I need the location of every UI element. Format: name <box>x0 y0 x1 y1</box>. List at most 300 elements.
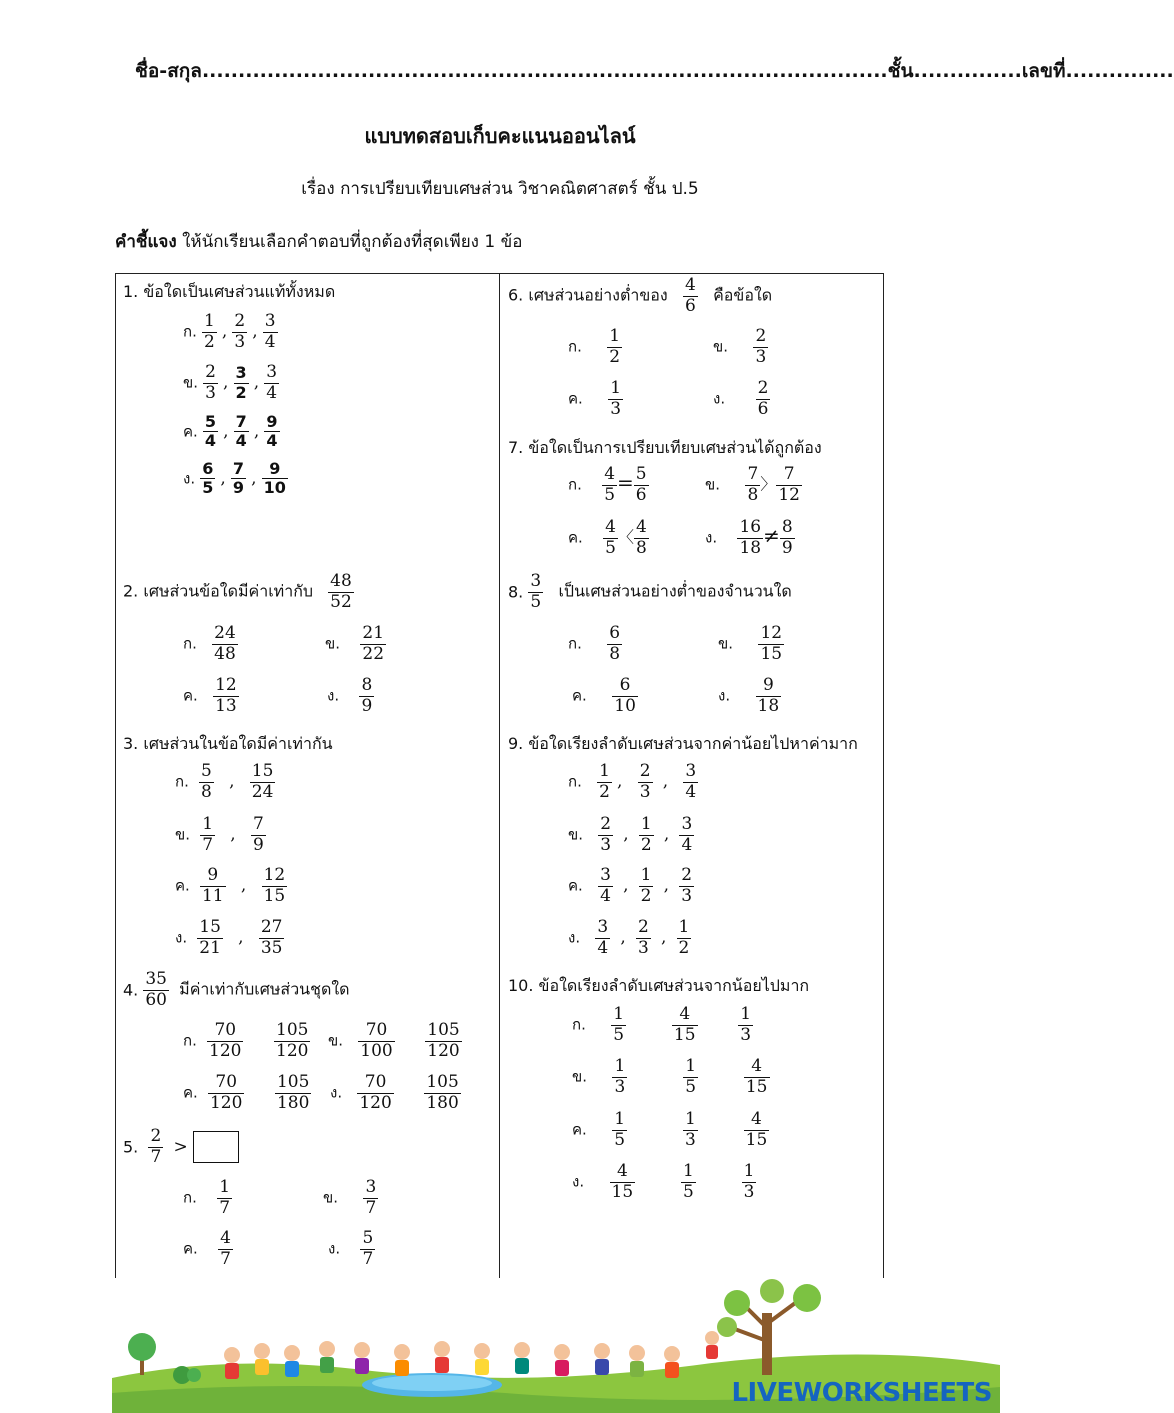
denominator: 2 <box>640 834 652 855</box>
student-info-line <box>135 56 1174 86</box>
denominator: 9 <box>361 695 373 716</box>
q5-option-a[interactable] <box>183 1178 232 1218</box>
denominator: 3 <box>205 382 216 403</box>
option-label: ก. <box>568 475 582 494</box>
numerator: 70 <box>215 1072 238 1092</box>
denominator: 10 <box>614 695 636 716</box>
q7-option-c[interactable] <box>568 518 649 558</box>
denominator: 8 <box>747 484 759 505</box>
denominator: 5 <box>605 537 616 558</box>
q6-option-d[interactable] <box>713 379 770 419</box>
option-label: ก. <box>568 634 582 653</box>
q3-option-a[interactable] <box>175 762 275 802</box>
q3-option-b[interactable] <box>175 815 266 855</box>
numerator: 6 <box>619 675 631 695</box>
denominator: 3 <box>755 346 767 367</box>
numerator: 1 <box>614 1056 626 1076</box>
fraction <box>603 518 618 558</box>
denominator: 8 <box>201 781 212 802</box>
denominator: 3 <box>743 1181 755 1202</box>
comparison-symbol: 〈 <box>617 527 634 547</box>
numerator: 105 <box>276 1020 309 1040</box>
fraction <box>742 1162 757 1202</box>
numerator: 8 <box>361 675 373 695</box>
q10-option-c[interactable] <box>572 1110 769 1150</box>
numerator: 1 <box>202 814 214 834</box>
denominator: 9 <box>781 537 793 558</box>
fraction <box>203 363 218 403</box>
q3-option-d[interactable] <box>175 918 284 958</box>
q10-option-d[interactable] <box>572 1162 756 1202</box>
denominator: 10 <box>263 478 286 498</box>
page-title: แบบทดสอบเก็บคะแนนออนไลน์ <box>364 124 636 148</box>
fraction <box>275 1073 311 1113</box>
column-divider <box>499 273 500 1278</box>
greater-than-symbol: > <box>173 1137 188 1158</box>
fraction <box>213 676 239 716</box>
q1-text: 1. ข้อใดเป็นเศษส่วนแท้ทั้งหมด <box>123 282 336 301</box>
denominator: 8 <box>609 643 621 664</box>
numerator: 1 <box>685 1109 696 1129</box>
comma-separator: , <box>660 927 667 948</box>
fraction <box>756 379 771 419</box>
comma-separator: , <box>617 771 623 792</box>
fraction <box>683 276 698 316</box>
comma-separator: , <box>238 927 244 948</box>
option-label: ค. <box>568 876 583 895</box>
numerator: 1 <box>219 1177 231 1197</box>
fraction <box>208 1073 244 1113</box>
q8-question <box>508 572 792 612</box>
q6-option-a[interactable] <box>568 327 622 367</box>
numerator: 1 <box>640 865 652 885</box>
name-dots[interactable]: ............................................................................................... <box>201 60 888 82</box>
fraction <box>737 518 763 558</box>
numerator: 105 <box>426 1072 459 1092</box>
numerator: 1 <box>610 378 622 398</box>
comma-separator: , <box>623 875 629 896</box>
denominator: 180 <box>426 1092 459 1113</box>
option-label: ง. <box>175 928 188 947</box>
denominator: 3 <box>234 331 246 352</box>
q9-option-b[interactable] <box>568 815 694 855</box>
comma-separator: , <box>223 372 229 393</box>
fraction <box>425 1021 461 1061</box>
numerator: 105 <box>427 1020 460 1040</box>
fraction <box>638 762 653 802</box>
fraction <box>607 624 622 664</box>
denominator: 4 <box>264 331 276 352</box>
option-label: ค. <box>572 1120 587 1139</box>
q8-option-b[interactable] <box>718 624 784 664</box>
q2-option-a[interactable] <box>183 624 238 664</box>
denominator: 6 <box>757 398 769 419</box>
numerator: 7 <box>747 464 759 484</box>
option-label: ค. <box>568 528 583 547</box>
numerator: 2 <box>755 326 767 346</box>
q6-text-after: คือข้อใด <box>713 285 773 305</box>
numerator: 48 <box>330 571 352 591</box>
fraction <box>636 918 651 958</box>
option-label: ข. <box>325 634 341 653</box>
numerator: 2 <box>150 1126 162 1146</box>
class-dots[interactable]: ............... <box>913 60 1022 82</box>
q5-number: 5. <box>123 1137 139 1157</box>
numerator: 3 <box>266 362 278 382</box>
denominator: 15 <box>263 885 286 906</box>
fraction <box>200 460 215 498</box>
q1-option-c[interactable] <box>183 413 280 451</box>
denominator: 7 <box>362 1248 374 1269</box>
denominator: 5 <box>614 1129 626 1150</box>
numerator: 1 <box>743 1161 755 1181</box>
q9-option-a[interactable] <box>568 762 698 802</box>
q5-option-b[interactable] <box>323 1178 378 1218</box>
denominator: 4 <box>204 431 217 451</box>
denominator: 120 <box>209 1092 243 1113</box>
denominator: 24 <box>251 781 274 802</box>
denominator: 21 <box>199 937 221 958</box>
numerator: 2 <box>600 814 612 834</box>
fraction <box>683 762 698 802</box>
numerator: 2 <box>205 362 216 382</box>
q2-option-c[interactable] <box>183 676 239 716</box>
fraction <box>218 1229 233 1269</box>
numerator: 7 <box>783 464 795 484</box>
q4-option-d[interactable] <box>330 1073 461 1113</box>
numerator: 9 <box>762 675 774 695</box>
comparison-symbol: 〉 <box>760 474 777 494</box>
q6-text: 6. เศษส่วนอย่างต่ำของ <box>508 285 668 305</box>
denominator: 5 <box>613 1024 625 1045</box>
denominator: 2 <box>678 937 690 958</box>
denominator: 5 <box>530 591 542 612</box>
q2-question <box>123 572 354 612</box>
option-label: ค. <box>183 1083 198 1102</box>
comma-separator: , <box>220 468 226 489</box>
fraction <box>263 312 278 352</box>
denominator: 180 <box>276 1092 310 1113</box>
fraction <box>598 815 613 855</box>
numerator: 4 <box>751 1056 763 1076</box>
page-subtitle: เรื่อง การเปรียบเทียบเศษส่วน วิชาคณิตศาสตร์ ชั้น ป.5 <box>301 179 699 199</box>
option-label: ข. <box>568 825 584 844</box>
denominator: 2 <box>609 346 621 367</box>
instruction-text: ให้นักเรียนเลือกคำตอบที่ถูกต้องที่สุดเพียง 1 ข้อ <box>182 232 523 252</box>
numerator: 4 <box>616 1161 628 1181</box>
denominator: 3 <box>637 937 649 958</box>
denominator: 5 <box>202 478 214 498</box>
option-label: ง. <box>328 1239 341 1258</box>
numerator: 1 <box>740 1004 752 1024</box>
q3-text: 3. เศษส่วนในข้อใดมีค่าเท่ากัน <box>123 734 333 753</box>
option-label: ข. <box>323 1188 339 1207</box>
q10-option-a[interactable] <box>572 1005 753 1045</box>
fraction <box>143 970 169 1010</box>
numerator: 15 <box>199 917 221 937</box>
comparison-symbol: = <box>617 470 634 495</box>
q6-question <box>508 276 772 316</box>
fraction <box>148 1127 163 1167</box>
option-label: ง. <box>705 528 718 547</box>
denominator: 15 <box>745 1129 768 1150</box>
q7-option-b[interactable] <box>705 465 802 505</box>
instruction <box>115 228 522 255</box>
q2-option-b[interactable] <box>325 624 386 664</box>
denominator: 3 <box>610 398 622 419</box>
denominator: 4 <box>600 885 611 906</box>
numerator: 3 <box>264 311 276 331</box>
fraction <box>639 866 654 906</box>
denominator: 3 <box>614 1076 626 1097</box>
fraction <box>357 1073 393 1113</box>
numerator: 1 <box>203 311 215 331</box>
denominator: 48 <box>214 643 236 664</box>
option-label: ก. <box>183 1188 197 1207</box>
fraction <box>607 327 622 367</box>
denominator: 4 <box>681 834 693 855</box>
answer-box[interactable] <box>193 1131 239 1163</box>
denominator: 22 <box>362 643 385 664</box>
q9-option-c[interactable] <box>568 866 694 906</box>
fraction <box>776 465 802 505</box>
numerator: 35 <box>145 969 167 989</box>
q4-option-c[interactable] <box>183 1073 311 1113</box>
option-label: ก. <box>183 1031 197 1050</box>
fraction <box>212 624 238 664</box>
q8-option-d[interactable] <box>718 676 781 716</box>
numerator: 3 <box>681 814 693 834</box>
numerator: 2 <box>637 917 649 937</box>
q1-option-b[interactable] <box>183 363 279 403</box>
q9-option-d[interactable] <box>568 918 691 958</box>
denominator: 18 <box>757 695 780 716</box>
q1-option-d[interactable] <box>183 460 288 498</box>
q4-question <box>123 970 350 1010</box>
numerator: 4 <box>751 1109 762 1129</box>
denominator: 3 <box>685 1129 696 1150</box>
numerator: 70 <box>365 1020 388 1040</box>
option-label: ข. <box>183 373 199 392</box>
option-label: ก. <box>572 1015 586 1034</box>
q5-question <box>123 1127 239 1167</box>
fraction <box>753 327 768 367</box>
fraction <box>597 762 612 802</box>
fraction <box>363 1178 378 1218</box>
comma-separator: , <box>229 771 235 792</box>
option-label: ง. <box>568 928 581 947</box>
fraction <box>262 460 288 498</box>
fraction <box>612 1057 627 1097</box>
fraction <box>598 866 613 906</box>
fraction <box>250 762 276 802</box>
numerator: 4 <box>604 464 616 484</box>
fraction <box>744 1110 770 1150</box>
fraction <box>679 866 694 906</box>
fraction <box>262 866 288 906</box>
numerator: 1 <box>599 761 610 781</box>
fraction <box>608 379 623 419</box>
fraction <box>197 918 223 958</box>
denominator: 18 <box>739 537 762 558</box>
q5-option-c[interactable] <box>183 1229 233 1269</box>
denominator: 7 <box>150 1146 162 1167</box>
q2-option-d[interactable] <box>327 676 374 716</box>
q7-text: 7. ข้อใดเป็นการเปรียบเทียบเศษส่วนได้ถูกต้อง <box>508 438 822 457</box>
denominator: 4 <box>235 431 247 451</box>
numerator: 4 <box>685 275 696 295</box>
denominator: 7 <box>219 1197 231 1218</box>
fraction <box>758 624 784 664</box>
denominator: 6 <box>685 295 696 316</box>
q6-option-b[interactable] <box>713 327 768 367</box>
denominator: 15 <box>745 1076 768 1097</box>
q3-option-c[interactable] <box>175 866 287 906</box>
denominator: 13 <box>215 695 237 716</box>
option-label: ค. <box>568 389 583 408</box>
numerator: 16 <box>739 517 762 537</box>
fraction <box>202 312 217 352</box>
denominator: 9 <box>232 478 245 498</box>
numerator: 3 <box>685 761 697 781</box>
denominator: 5 <box>685 1076 697 1097</box>
denominator: 4 <box>685 781 697 802</box>
option-label: ข. <box>713 337 729 356</box>
denominator: 2 <box>599 781 610 802</box>
class-label: ชั้น <box>887 60 914 82</box>
option-label: ข. <box>175 825 191 844</box>
denominator: 2 <box>235 382 247 402</box>
denominator: 4 <box>266 431 278 451</box>
denominator: 6 <box>635 484 647 505</box>
fraction <box>217 1178 232 1218</box>
numerator: 70 <box>214 1020 237 1040</box>
fraction <box>424 1073 460 1113</box>
q7-option-a[interactable] <box>568 465 649 505</box>
denominator: 15 <box>760 643 783 664</box>
denominator: 4 <box>266 382 278 403</box>
fraction <box>679 815 694 855</box>
numerator: 1 <box>613 1004 625 1024</box>
number-label: เลขที่ <box>1021 60 1066 82</box>
denominator: 3 <box>740 1024 752 1045</box>
numerator: 15 <box>251 761 274 781</box>
numerator: 9 <box>207 865 219 885</box>
denominator: 120 <box>276 1040 309 1061</box>
fraction <box>207 1021 243 1061</box>
option-label: ค. <box>572 686 587 705</box>
numerator: 9 <box>266 412 278 431</box>
name-label: ชื่อ-สกุล <box>135 60 202 82</box>
fraction <box>232 312 247 352</box>
numerator: 7 <box>252 814 264 834</box>
fraction <box>780 518 795 558</box>
numerator: 2 <box>639 761 651 781</box>
q1-option-a[interactable] <box>183 312 278 352</box>
comma-separator: , <box>663 875 670 896</box>
comma-separator: , <box>623 824 629 845</box>
option-label: ค. <box>183 422 198 441</box>
option-label: ง. <box>330 1083 343 1102</box>
option-label: ง. <box>713 389 726 408</box>
denominator: 4 <box>597 937 609 958</box>
fraction <box>203 413 218 451</box>
numerator: 27 <box>260 917 283 937</box>
option-label: ก. <box>568 337 582 356</box>
fraction <box>259 918 285 958</box>
option-label: ค. <box>183 1239 198 1258</box>
numerator: 5 <box>201 761 212 781</box>
fraction <box>610 1162 636 1202</box>
numerator: 3 <box>600 865 611 885</box>
fraction <box>681 1162 696 1202</box>
q4-option-a[interactable] <box>183 1021 310 1061</box>
q10-option-b[interactable] <box>572 1057 770 1097</box>
comma-separator: , <box>252 321 258 342</box>
q8-option-a[interactable] <box>568 624 622 664</box>
numerator: 4 <box>605 517 616 537</box>
option-label: ก. <box>175 772 189 791</box>
denominator: 5 <box>682 1181 694 1202</box>
denominator: 120 <box>359 1092 392 1113</box>
fraction <box>360 624 386 664</box>
numerator: 1 <box>682 1161 694 1181</box>
number-dots[interactable]: ............... <box>1065 60 1174 82</box>
fraction <box>672 1005 698 1045</box>
q4-number: 4. <box>123 980 139 1000</box>
option-label: ค. <box>183 686 198 705</box>
numerator: 4 <box>220 1228 231 1248</box>
q6-option-c[interactable] <box>568 379 623 419</box>
fraction <box>264 363 279 403</box>
fraction <box>199 762 214 802</box>
comma-separator: , <box>253 421 260 442</box>
option-label: ค. <box>175 876 190 895</box>
fraction <box>595 918 610 958</box>
option-label: ก. <box>183 634 197 653</box>
q4-text: มีค่าเท่ากับเศษส่วนชุดใด <box>179 979 350 999</box>
numerator: 4 <box>636 517 647 537</box>
fraction <box>200 815 215 855</box>
denominator: 7 <box>220 1248 231 1269</box>
option-label: ข. <box>572 1067 588 1086</box>
numerator: 5 <box>204 412 217 431</box>
comma-separator: , <box>253 372 260 393</box>
q5-option-d[interactable] <box>328 1229 375 1269</box>
numerator: 6 <box>202 459 214 478</box>
numerator: 4 <box>679 1004 691 1024</box>
fraction <box>360 1229 375 1269</box>
q10-text: 10. ข้อใดเรียงลำดับเศษส่วนจากน้อยไปมาก <box>508 976 810 995</box>
fraction <box>612 1110 627 1150</box>
option-label: ข. <box>328 1031 344 1050</box>
fraction <box>359 676 374 716</box>
q4-option-b[interactable] <box>328 1021 462 1061</box>
fraction <box>264 413 279 451</box>
numerator: 12 <box>760 623 783 643</box>
q8-option-c[interactable] <box>572 676 638 716</box>
option-label: ง. <box>183 469 196 488</box>
q7-option-d[interactable] <box>705 518 795 558</box>
denominator: 12 <box>778 484 800 505</box>
numerator: 3 <box>235 363 247 383</box>
numerator: 21 <box>362 623 385 643</box>
option-label: ข. <box>705 475 721 494</box>
numerator: 70 <box>364 1072 387 1092</box>
numerator: 1 <box>678 917 690 937</box>
fraction <box>234 413 249 451</box>
fraction <box>251 815 266 855</box>
